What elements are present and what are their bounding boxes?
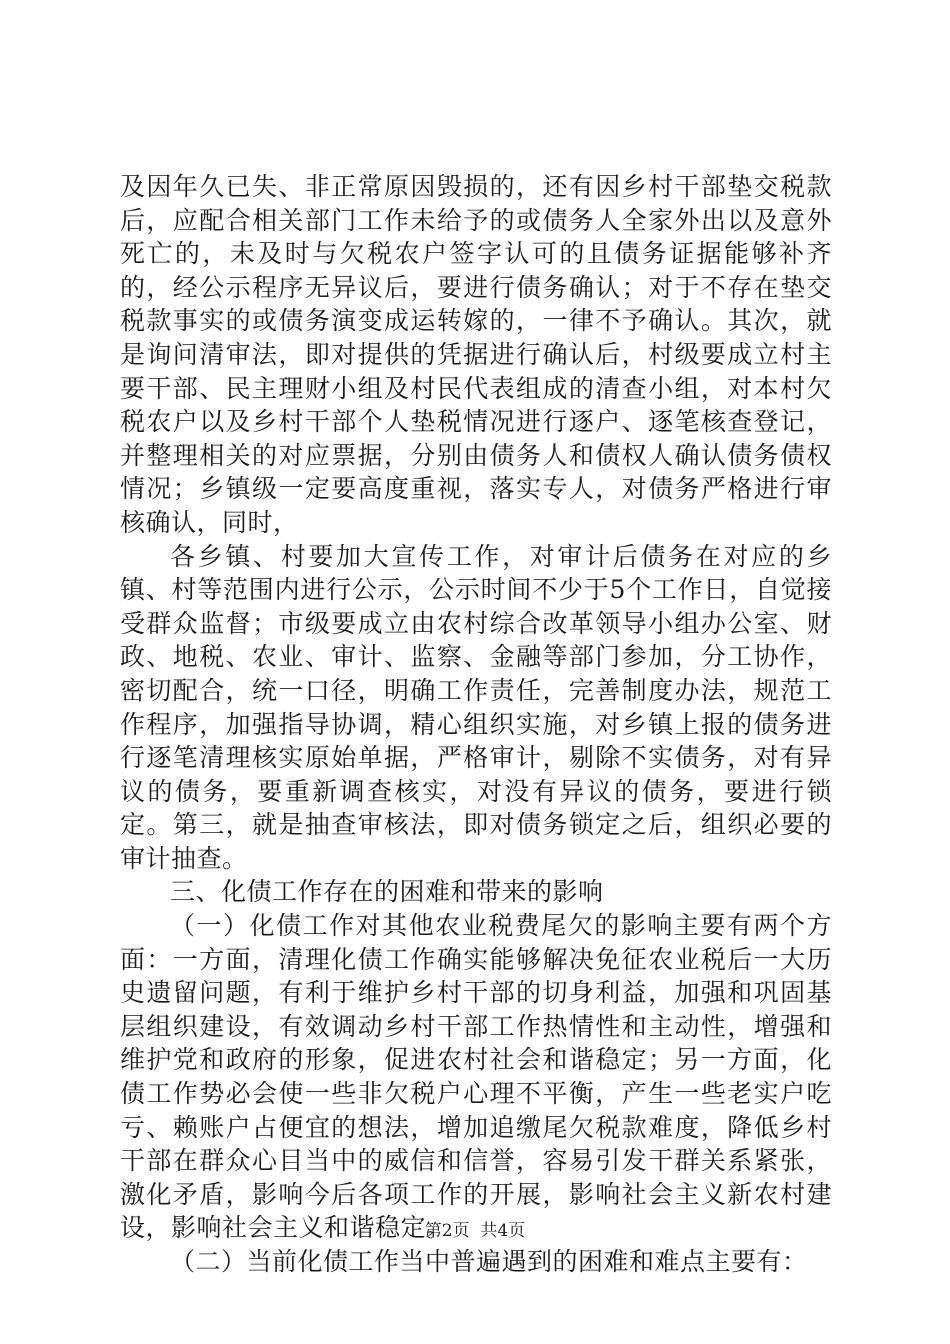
section-heading: 三、化债工作存在的困难和带来的影响	[170, 877, 604, 907]
paragraph-difficulties: （二）当前化债工作当中普遍遇到的困难和难点主要有：	[170, 1247, 808, 1276]
paragraph-publicity: 各乡镇、村要加大宣传工作，对审计后债务在对应的乡镇、村等范围内进行公示，公示时间不少于5个工作日，自觉接受群众监督；市级要成立由农村综合改革领导小组办公室、财政、地税、农业、审计、监察、金融等部门参加，分工协作，密切配合，统一口径，明确工作责任，完善制度办法，规范工作程序，加强指导协调，精心组织实施，对乡镇上报的债务进行逐笔清理核实原始单据，严格审计，剔除不实债务，对有异议的债务，要重新调查核实，对没有异议的债务，要进行锁定。第三，就是抽查审核法，即对债务锁定之后，组织必要的审计抽查。	[120, 541, 832, 873]
page-number: 第2页 共4页	[424, 1221, 526, 1241]
paragraph-impact: （一）化债工作对其他农业税费尾欠的影响主要有两个方面：一方面，清理化债工作确实能够解决免征农业税后一大历史遗留问题，有利于维护乡村干部的切身利益，加强和巩固基层组织建设，有效调动乡村干部工作热情性和主动性，增强和维护党和政府的形象，促进农村社会和谐稳定；另一方面，化债工作势必会使一些非欠税户心理不平衡，产生一些老实户吃亏、赖账户占便宜的想法，增加追缴尾欠税款难度，降低乡村干部在群众心目当中的威信和信誉，容易引发干群关系紧张，激化矛盾，影响今后各项工作的开展，影响社会主义新农村建设，影响社会主义和谐稳定。	[120, 911, 832, 1243]
document-body	[120, 170, 832, 1279]
paragraph-continuation: 及因年久已失、非正常原因毁损的，还有因乡村干部垫交税款后，应配合相关部门工作未给予的或债务人全家外出以及意外死亡的，未及时与欠税农户签字认可的且债务证据能够补齐的，经公示程序无异议后，要进行债务确认；对于不存在垫交税款事实的或债务演变成运转嫁的，一律不予确认。其次，就是询问清审法，即对提供的凭据进行确认后，村级要成立村主要干部、民主理财小组及村民代表组成的清查小组，对本村欠税农户以及乡村干部个人垫税情况进行逐户、逐笔核查登记，并整理相关的对应票据，分别由债务人和债权人确认债务债权情况；乡镇级一定要高度重视，落实专人，对债务严格进行审核确认，同时，	[120, 172, 832, 537]
page-footer	[0, 1216, 950, 1241]
